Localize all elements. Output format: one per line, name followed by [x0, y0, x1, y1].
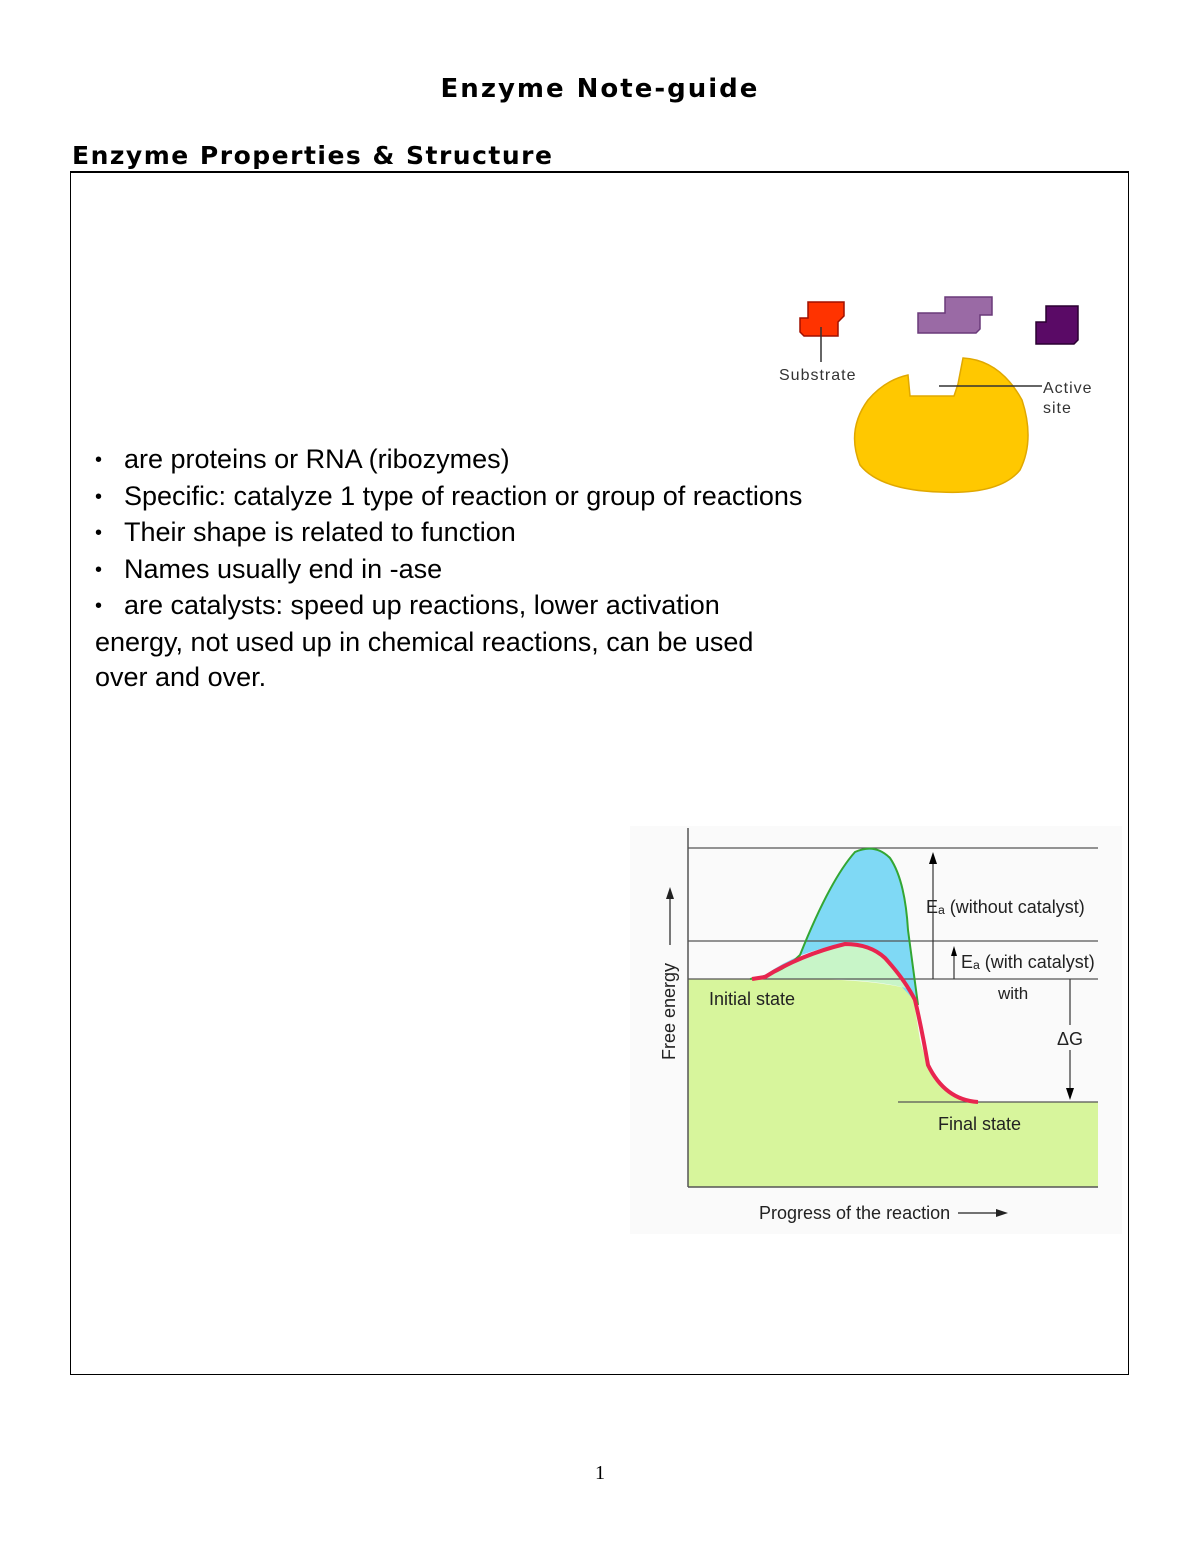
x-axis-label: Progress of the reaction — [759, 1203, 951, 1223]
active-site-label: Active — [1043, 380, 1093, 397]
bullet-list — [95, 442, 925, 696]
active-site-label-2: site — [1043, 400, 1072, 417]
substrate-purple-shape — [918, 297, 992, 333]
page-number: 1 — [595, 1462, 605, 1484]
ea-with-label: Eₐ (with catalyst) — [961, 952, 1095, 972]
activation-energy-diagram — [630, 826, 1122, 1234]
final-state-label: Final state — [938, 1114, 1022, 1134]
initial-state-label: Initial state — [709, 989, 796, 1009]
substrate-dark-purple-shape — [1036, 306, 1078, 344]
delta-g-label: ΔG — [1057, 1029, 1084, 1049]
bullet-continuation: over and over. — [95, 662, 267, 692]
bullet-item: • Their shape is related to function — [95, 517, 516, 547]
ea-without-label: Eₐ (without catalyst) — [926, 897, 1085, 917]
section-heading: Enzyme Properties & Structure — [72, 141, 554, 170]
substrate-red-shape — [800, 302, 844, 336]
document-title: Enzyme Note-guide — [440, 74, 760, 104]
bullet-continuation: energy, not used up in chemical reactions, can be used — [95, 626, 754, 657]
bullet-item: • Specific: catalyze 1 type of reaction or group of reactions — [95, 480, 803, 511]
bullet-item: • are proteins or RNA (ribozymes) — [95, 444, 510, 474]
substrate-label: Substrate — [779, 367, 857, 384]
bullet-item: • Names usually end in -ase — [95, 553, 443, 584]
bullet-item: • are catalysts: speed up reactions, lower activation — [95, 590, 720, 620]
with-label: with — [998, 984, 1029, 1003]
y-axis-label: Free energy — [659, 962, 679, 1060]
